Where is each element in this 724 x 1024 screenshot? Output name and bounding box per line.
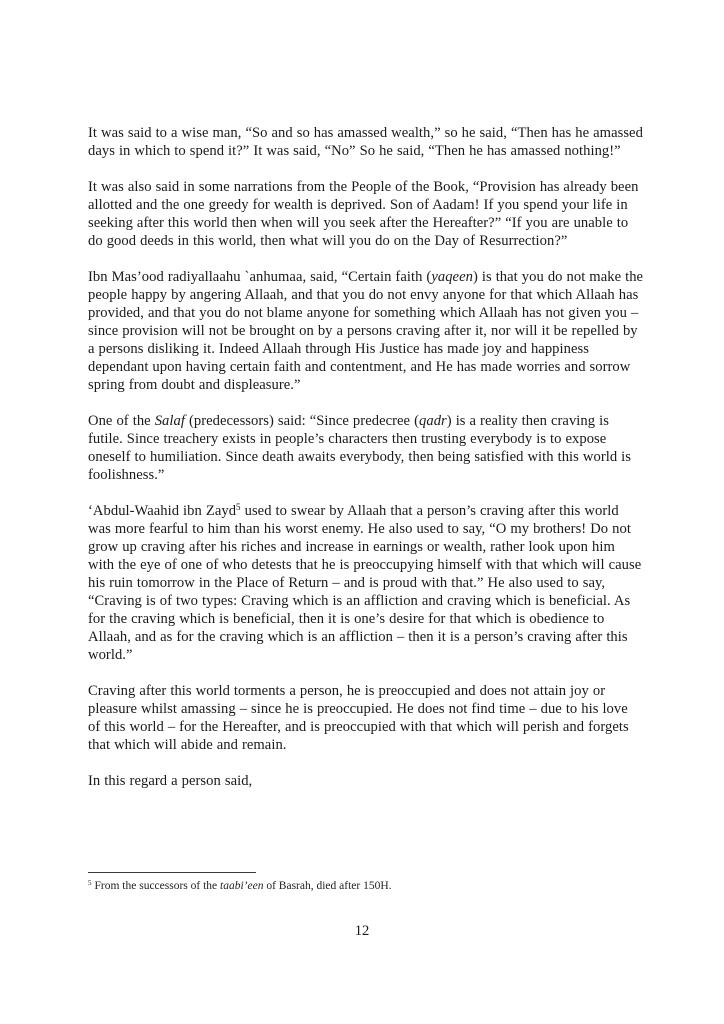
text-segment: In this regard a person said, — [88, 773, 253, 789]
paragraph — [88, 178, 644, 250]
body-text — [88, 124, 644, 808]
footnote-reference: 5 — [236, 502, 241, 512]
text-segment: It was also said in some narrations from the People of the Book, “Provision has already been allotted and the one greedy for wealth is deprived. Son of Aadam! If you spend your life in seeking after this world then when will you seek after the Hereafter?” “If you are unable to do good deeds in this world, then what will you do on the Day of Resurrection?” — [88, 179, 639, 249]
text-segment: It was said to a wise man, “So and so has amassed wealth,” so he said, “Then has he amassed days in which to spend it?” It was said, “No” So he said, “Then he has amassed nothing!” — [88, 125, 643, 159]
text-segment: ‘Abdul-Waahid ibn Zayd — [88, 503, 237, 519]
text-segment: of Basrah, died after 150H. — [263, 880, 392, 892]
paragraph — [88, 682, 644, 754]
footnote-separator — [88, 872, 256, 873]
italic-term: yaqeen — [431, 269, 473, 285]
italic-term: taabi’een — [220, 880, 264, 892]
italic-term: Salaf — [154, 413, 185, 429]
paragraph — [88, 124, 644, 160]
footnote-number: 5 — [88, 879, 92, 887]
footnote — [88, 879, 644, 893]
text-segment: One of the — [88, 413, 155, 429]
paragraph — [88, 268, 644, 394]
text-segment: ) is that you do not make the people happy by angering Allaah, and that you do not envy anyone for that which Allaah has provided, and that you do not blame anyone for something which Allaah has not given you – since provision will not be brought on by a persons craving after it, nor will it be repelled by a persons disliking it. Indeed Allaah through His Justice has made joy and happiness dependant upon having certain faith and contentment, and He has made worries and sorrow spring from doubt and displeasure.” — [88, 269, 644, 393]
text-segment: Craving after this world torments a person, he is preoccupied and does not attain joy or pleasure whilst amassing – since he is preoccupied. He does not find time – due to his love of this world – for the Hereafter, and is preoccupied with that which will perish and forgets that which will abide and remain. — [88, 683, 629, 753]
text-segment: (predecessors) said: “Since predecree ( — [184, 413, 419, 429]
text-segment: used to swear by Allaah that a person’s craving after this world was more fearful to him than his worst enemy. He also used to say, “O my brothers! Do not grow up craving after his riches and increase in earnings or wealth, rather look upon him with the eye of one of who detests that he is preoccupying himself with that which will cause his ruin tomorrow in the Place of Return – and is proud with that.” He also used to say, “Craving is of two types: Craving which is an affliction and craving which is beneficial. As for the craving which is beneficial, then it is one’s desire for that which is obedience to Allaah, and as for the craving which is an affliction – then it is a person’s craving after this world.” — [88, 503, 642, 663]
italic-term: qadr — [419, 413, 447, 429]
page-number: 12 — [354, 923, 370, 939]
text-segment: From the successors of the — [94, 880, 221, 892]
text-segment: ) is a reality then craving is futile. Since treachery exists in people’s characters then trusting everybody is to expose oneself to humiliation. Since death awaits everybody, then being satisfied with this world is foolishness.” — [88, 413, 632, 483]
text-segment: Ibn Mas’ood radiyallaahu `anhumaa, said, “Certain faith ( — [88, 269, 432, 285]
paragraph — [88, 772, 644, 790]
paragraph — [88, 502, 644, 664]
paragraph — [88, 412, 644, 484]
footnote-text — [95, 880, 392, 892]
